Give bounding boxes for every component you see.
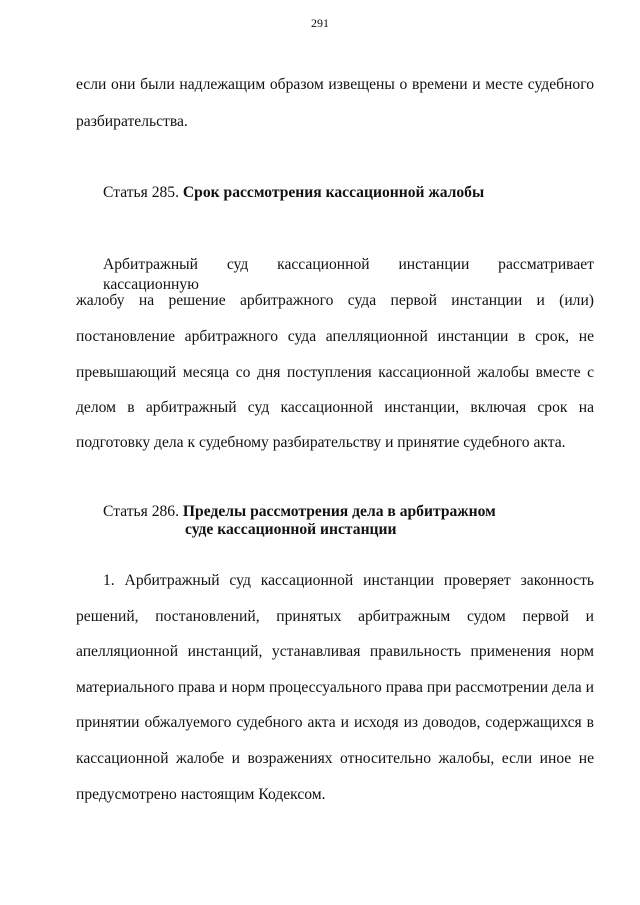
text-line: жалобу на решение арбитражного суда первой инстанции и (или) [76,292,594,309]
text-line: материального права и норм процессуального права при рассмотрении дела и [76,679,594,696]
page-number: 291 [311,16,329,30]
text-line: кассационной жалобе и возражениях относительно жалобы, если иное не [76,750,594,767]
article-286-title-line2-wrap [185,520,397,540]
article-285-prefix: Статья 285. [103,184,180,201]
text-line: делом в арбитражный суд кассационной инстанции, включая срок на [76,399,594,416]
article-285-heading [103,183,484,203]
text-line: если они были надлежащим образом извещены о времени и месте судебного [76,76,594,93]
text-line: разбирательства. [76,113,188,130]
text-line: превышающий месяца со дня поступления кассационной жалобы вместе с [76,364,594,381]
text-line: 1. Арбитражный суд кассационной инстанции проверяет законность [103,572,594,589]
text-line: подготовку дела к судебному разбирательству и принятие судебного акта. [76,434,566,451]
text-line: Арбитражный суд кассационной инстанции рассматривает кассационную [103,256,594,293]
text-line: принятии обжалуемого судебного акта и исходя из доводов, содержащихся в [76,714,594,731]
article-286-title-line1: Пределы рассмотрения дела в арбитражном [182,503,496,520]
text-line: постановление арбитражного суда апелляционной инстанции в срок, не [76,328,594,345]
text-line: решений, постановлений, принятых арбитражным судом первой и [76,608,594,625]
article-286-prefix: Статья 286. [103,503,180,520]
text-line: предусмотрено настоящим Кодексом. [76,786,326,803]
article-285-title: Срок рассмотрения кассационной жалобы [182,184,485,201]
article-286-heading [103,502,496,522]
article-286-title-line2: суде кассационной инстанции [185,521,397,538]
text-line: апелляционной инстанций, устанавливая правильность применения норм [76,643,594,660]
